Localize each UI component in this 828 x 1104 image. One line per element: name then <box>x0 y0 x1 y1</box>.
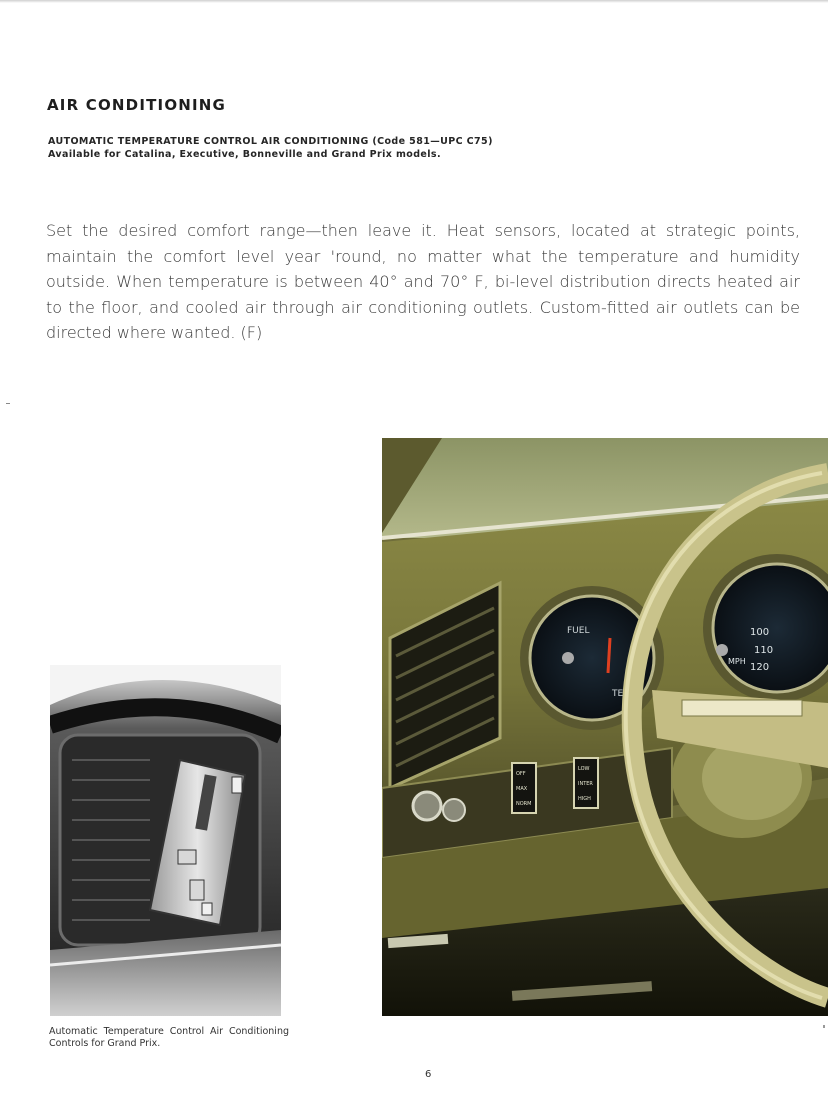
switch-label-off: OFF <box>516 771 526 777</box>
speedo-label-120: 120 <box>750 662 770 673</box>
page-number: 6 <box>425 1069 432 1080</box>
switch-label-max: MAX <box>516 786 528 792</box>
page-top-edge <box>0 0 828 3</box>
speedo-label-100: 100 <box>750 627 770 638</box>
margin-mark-right <box>823 1025 825 1028</box>
dashboard-illustration <box>382 438 828 1016</box>
speedo-label-mph: MPH <box>728 657 746 666</box>
subtitle-block <box>48 135 493 161</box>
margin-mark <box>6 403 10 404</box>
speedo-label-110: 110 <box>754 645 774 656</box>
subtitle-line-2: Available for Catalina, Executive, Bonneville and Grand Prix models. <box>48 149 441 160</box>
vent-controls-illustration <box>50 665 281 1016</box>
gauge-label-temp: TEMP <box>612 689 637 699</box>
switch-label-inter: INTER <box>578 781 593 787</box>
body-paragraph: Set the desired comfort range—then leave it. Heat sensors, located at strategic points, maintain the comfort level year 'round, no matter what the temperature and humidity outside. When temperature is between 40° and 70° F, bi-level distribution directs heated air to the floor, and cooled air through air conditioning outlets. Custom-fitted air outlets can be directed where wanted. (F) <box>46 221 800 342</box>
switch-label-norm: NORM <box>516 801 532 807</box>
subtitle-line-1: AUTOMATIC TEMPERATURE CONTROL AIR CONDITIONING (Code 581—UPC C75) <box>48 136 493 147</box>
photo-caption: Automatic Temperature Control Air Conditioning Controls for Grand Prix. <box>49 1026 289 1049</box>
gauge-label-fuel: FUEL <box>567 626 590 636</box>
vent-controls-photo <box>50 665 281 1016</box>
dashboard-photo <box>382 438 828 1016</box>
section-title: AIR CONDITIONING <box>47 96 227 114</box>
switch-label-low: LOW <box>578 766 590 772</box>
switch-label-high: HIGH <box>578 796 591 802</box>
